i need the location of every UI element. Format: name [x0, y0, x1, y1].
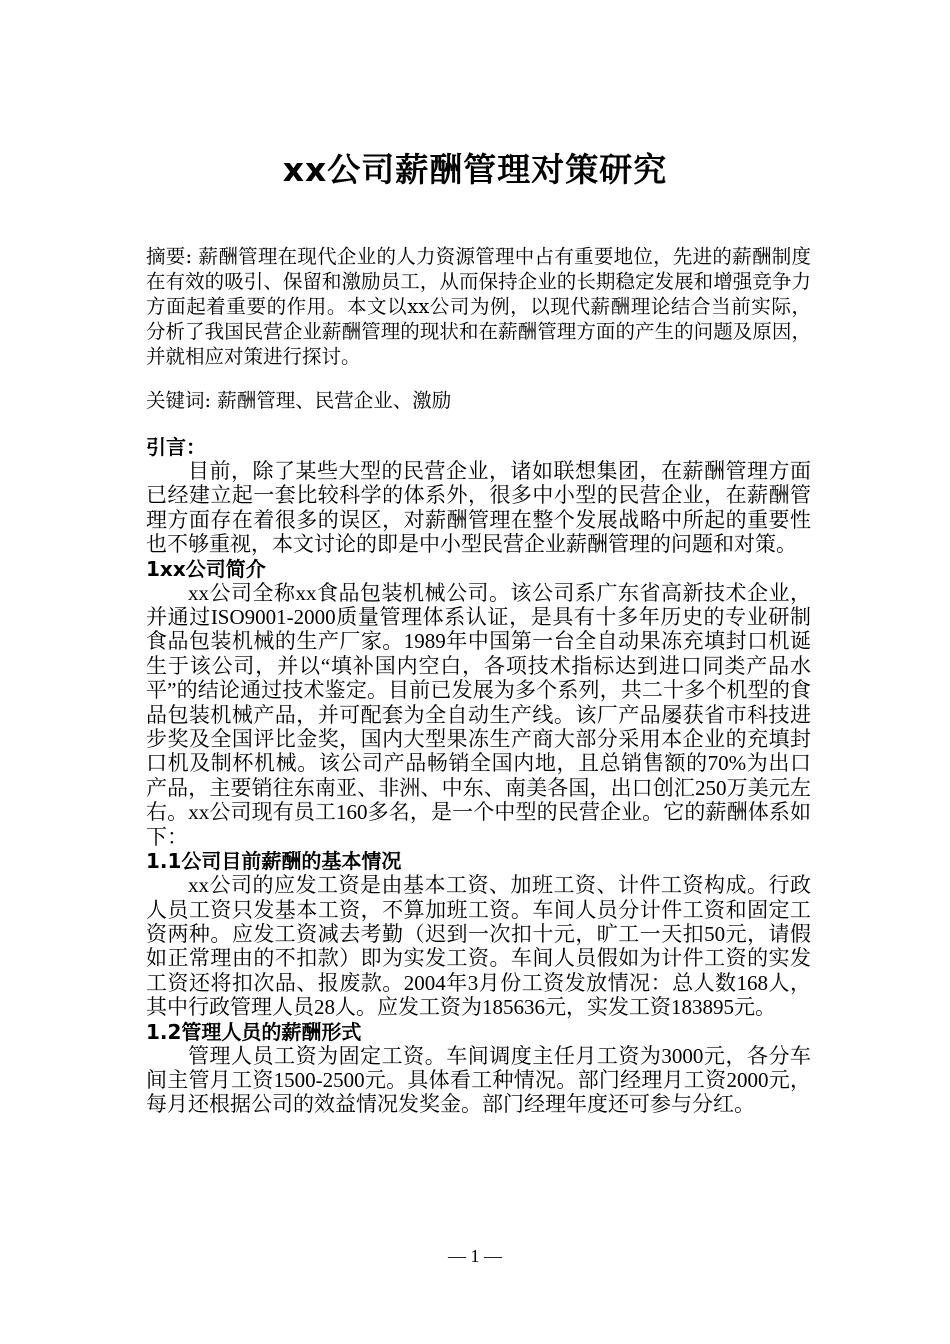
abstract-paragraph: 摘要: 薪酬管理在现代企业的人力资源管理中占有重要地位，先进的薪酬制度在有效的吸引、保留和激励员工，从而保持企业的长期稳定发展和增强竞争力方面起着重要的作用。本文以xx公司为例，以现代薪酬理论结合当前实际，分析了我国民营企业薪酬管理的现状和在薪酬管理方面的产生的问题及原因， 并就相应对策进行探讨。 [146, 245, 811, 368]
document-title: xx公司薪酬管理对策研究 [282, 150, 668, 189]
intro-heading: 引言： [146, 435, 206, 459]
section-1-2-paragraph: 管理人员工资为固定工资。车间调度主任月工资为3000元，各分车间主管月工资1500-2500元。具体看工种情况。部门经理月工资2000元，每月还根据公司的效益情况发奖金。部门经理年度还可参与分红。 [146, 1043, 811, 1117]
document-body [146, 244, 811, 1117]
section-1-1-heading: 1.1公司目前薪酬的基本情况 [146, 849, 402, 874]
section-1-2-heading: 1.2管理人员的薪酬形式 [146, 1019, 362, 1044]
section-1-1-paragraph: xx公司的应发工资是由基本工资、加班工资、计件工资构成。行政人员工资只发基本工资，不算加班工资。车间人员分计件工资和固定工资两种。应发工资减去考勤（迟到一次扣十元，旷工一天扣50元，请假如正常理由的不扣款）即为实发工资。车间人员假如为计件工资的实发工资还将扣次品、报废款。2004年3月份工资发放情况：总人数168人，其中行政管理人员28人。应发工资为185636元，实发工资183895元。 [146, 873, 811, 1020]
page-number: — 1 — [448, 1246, 502, 1266]
section-1-heading: 1xx公司简介 [146, 556, 266, 581]
intro-paragraph: 目前，除了某些大型的民营企业，诸如联想集团，在薪酬管理方面已经建立起一套比较科学的体系外，很多中小型的民营企业，在薪酬管理方面存在着很多的误区，对薪酬管理在整个发展战略中所起的重要性也不够重视，本文讨论的即是中小型民营企业薪酬管理的问题和对策。 [146, 459, 811, 557]
keywords-line: 关键词: 薪酬管理、民营企业、激励 [146, 389, 452, 412]
section-1-paragraph: xx公司全称xx食品包装机械公司。该公司系广东省高新技术企业，并通过ISO9001-2000质量管理体系认证，是具有十多年历史的专业研制食品包装机械的生产厂家。1989年中国第一台全自动果冻充填封口机诞生于该公司，并以“填补国内空白，各项技术指标达到进口同类产品水平”的结论通过技术鉴定。目前已发展为多个系列，共二十多个机型的食品包装机械产品，并可配套为全自动生产线。该厂产品屡获省市科技进步奖及全国评比金奖，国内大型果冻生产商大部分采用本企业的充填封口机及制杯机械。该公司产品畅销全国内地，且总销售额的70%为出口产品，主要销往东南亚、非洲、中东、南美各国，出口创汇250万美元左右。xx公司现有员工160多名，是一个中型的民营企业。它的薪酬体系如下： [146, 580, 811, 849]
